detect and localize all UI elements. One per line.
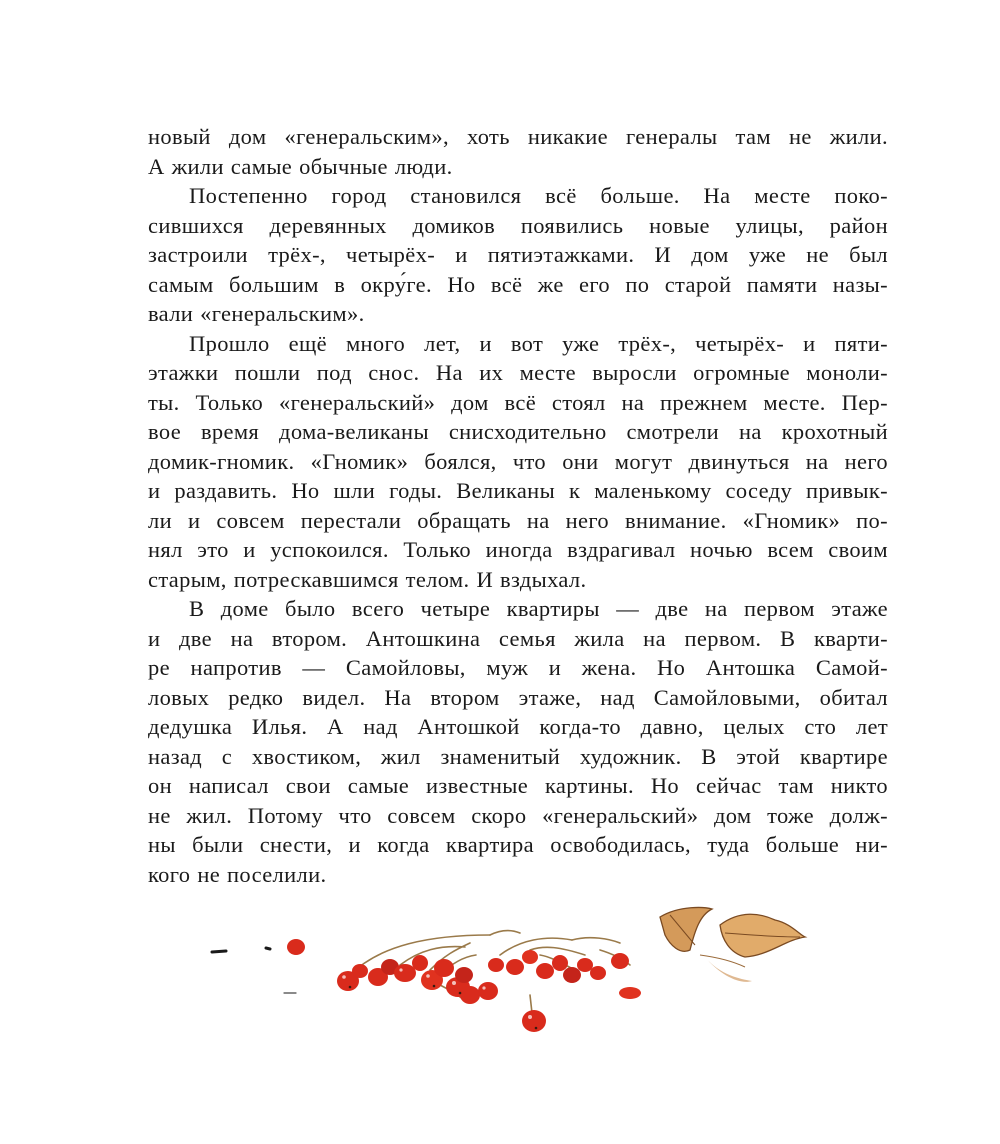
text-line: дедушка Илья. А над Антошкой когда-то давно, целых сто лет [148,714,888,739]
text-line: сившихся деревянных домиков появились новые улицы, район [148,212,888,238]
rowan-berries-illustration [200,895,820,1045]
paragraph [148,329,888,595]
text-line: Постепенно город становился всё больше. На месте поко- [189,183,888,208]
ink-dot [266,948,270,949]
text-line: ты. Только «генеральский» дом всё стоял на прежнем месте. Пер- [148,389,888,415]
paragraph [148,181,888,329]
text-line: кого не поселили. [148,861,327,887]
text-line: ре напротив — Самойловы, муж и жена. Но Антошка Самой- [148,655,888,680]
berry-cluster [337,950,641,1032]
text-line: самым большим в окру́ге. Но всё же его по старой памяти назы- [148,271,888,297]
text-line: нял это и успокоился. Только иногда вздрагивал ночью всем своим [148,537,888,562]
paragraph [148,594,888,889]
text-line: В доме было всего четыре квартиры — две на первом этаже [189,596,888,621]
ink-dash [212,951,226,952]
text-line: Прошло ещё много лет, и вот уже трёх-, четырёх- и пяти- [189,330,888,356]
text-line: этажки пошли под снос. На их месте выросли огромные моноли- [148,360,888,385]
text-line: не жил. Потому что совсем скоро «генеральский» дом тоже долж- [148,802,888,828]
story-text [148,122,888,889]
text-line: домик-гномик. «Гномик» боялся, что они могут двинуться на него [148,448,888,474]
text-line: ны были снести, и когда квартира освободилась, туда больше ни- [148,832,888,857]
paragraph [148,122,888,181]
text-line: А жили самые обычные люди. [148,153,453,179]
text-line: новый дом «генеральским», хоть никакие генералы там не жили. [148,124,888,149]
text-line: вали «генеральским». [148,301,365,326]
text-line: и две на втором. Антошкина семья жила на первом. В кварти- [148,625,888,651]
text-line: вое время дома-великаны снисходительно смотрели на крохотный [148,419,888,444]
berry [287,939,305,955]
text-line: старым, потрескавшимся телом. И вздыхал. [148,566,587,592]
text-line: и раздавить. Но шли годы. Великаны к маленькому соседу привык- [148,478,888,503]
text-line: ли и совсем перестали обращать на него внимание. «Гномик» по- [148,507,888,533]
text-line: застроили трёх-, четырёх- и пятиэтажками. И дом уже не был [148,242,888,267]
text-line: ловых редко видел. На втором этаже, над Самойловыми, обитал [148,684,888,710]
text-line: он написал свои самые известные картины. Но сейчас там никто [148,773,888,798]
autumn-leaves [660,907,805,981]
text-line: назад с хвостиком, жил знаменитый художник. В этой квартире [148,743,888,769]
